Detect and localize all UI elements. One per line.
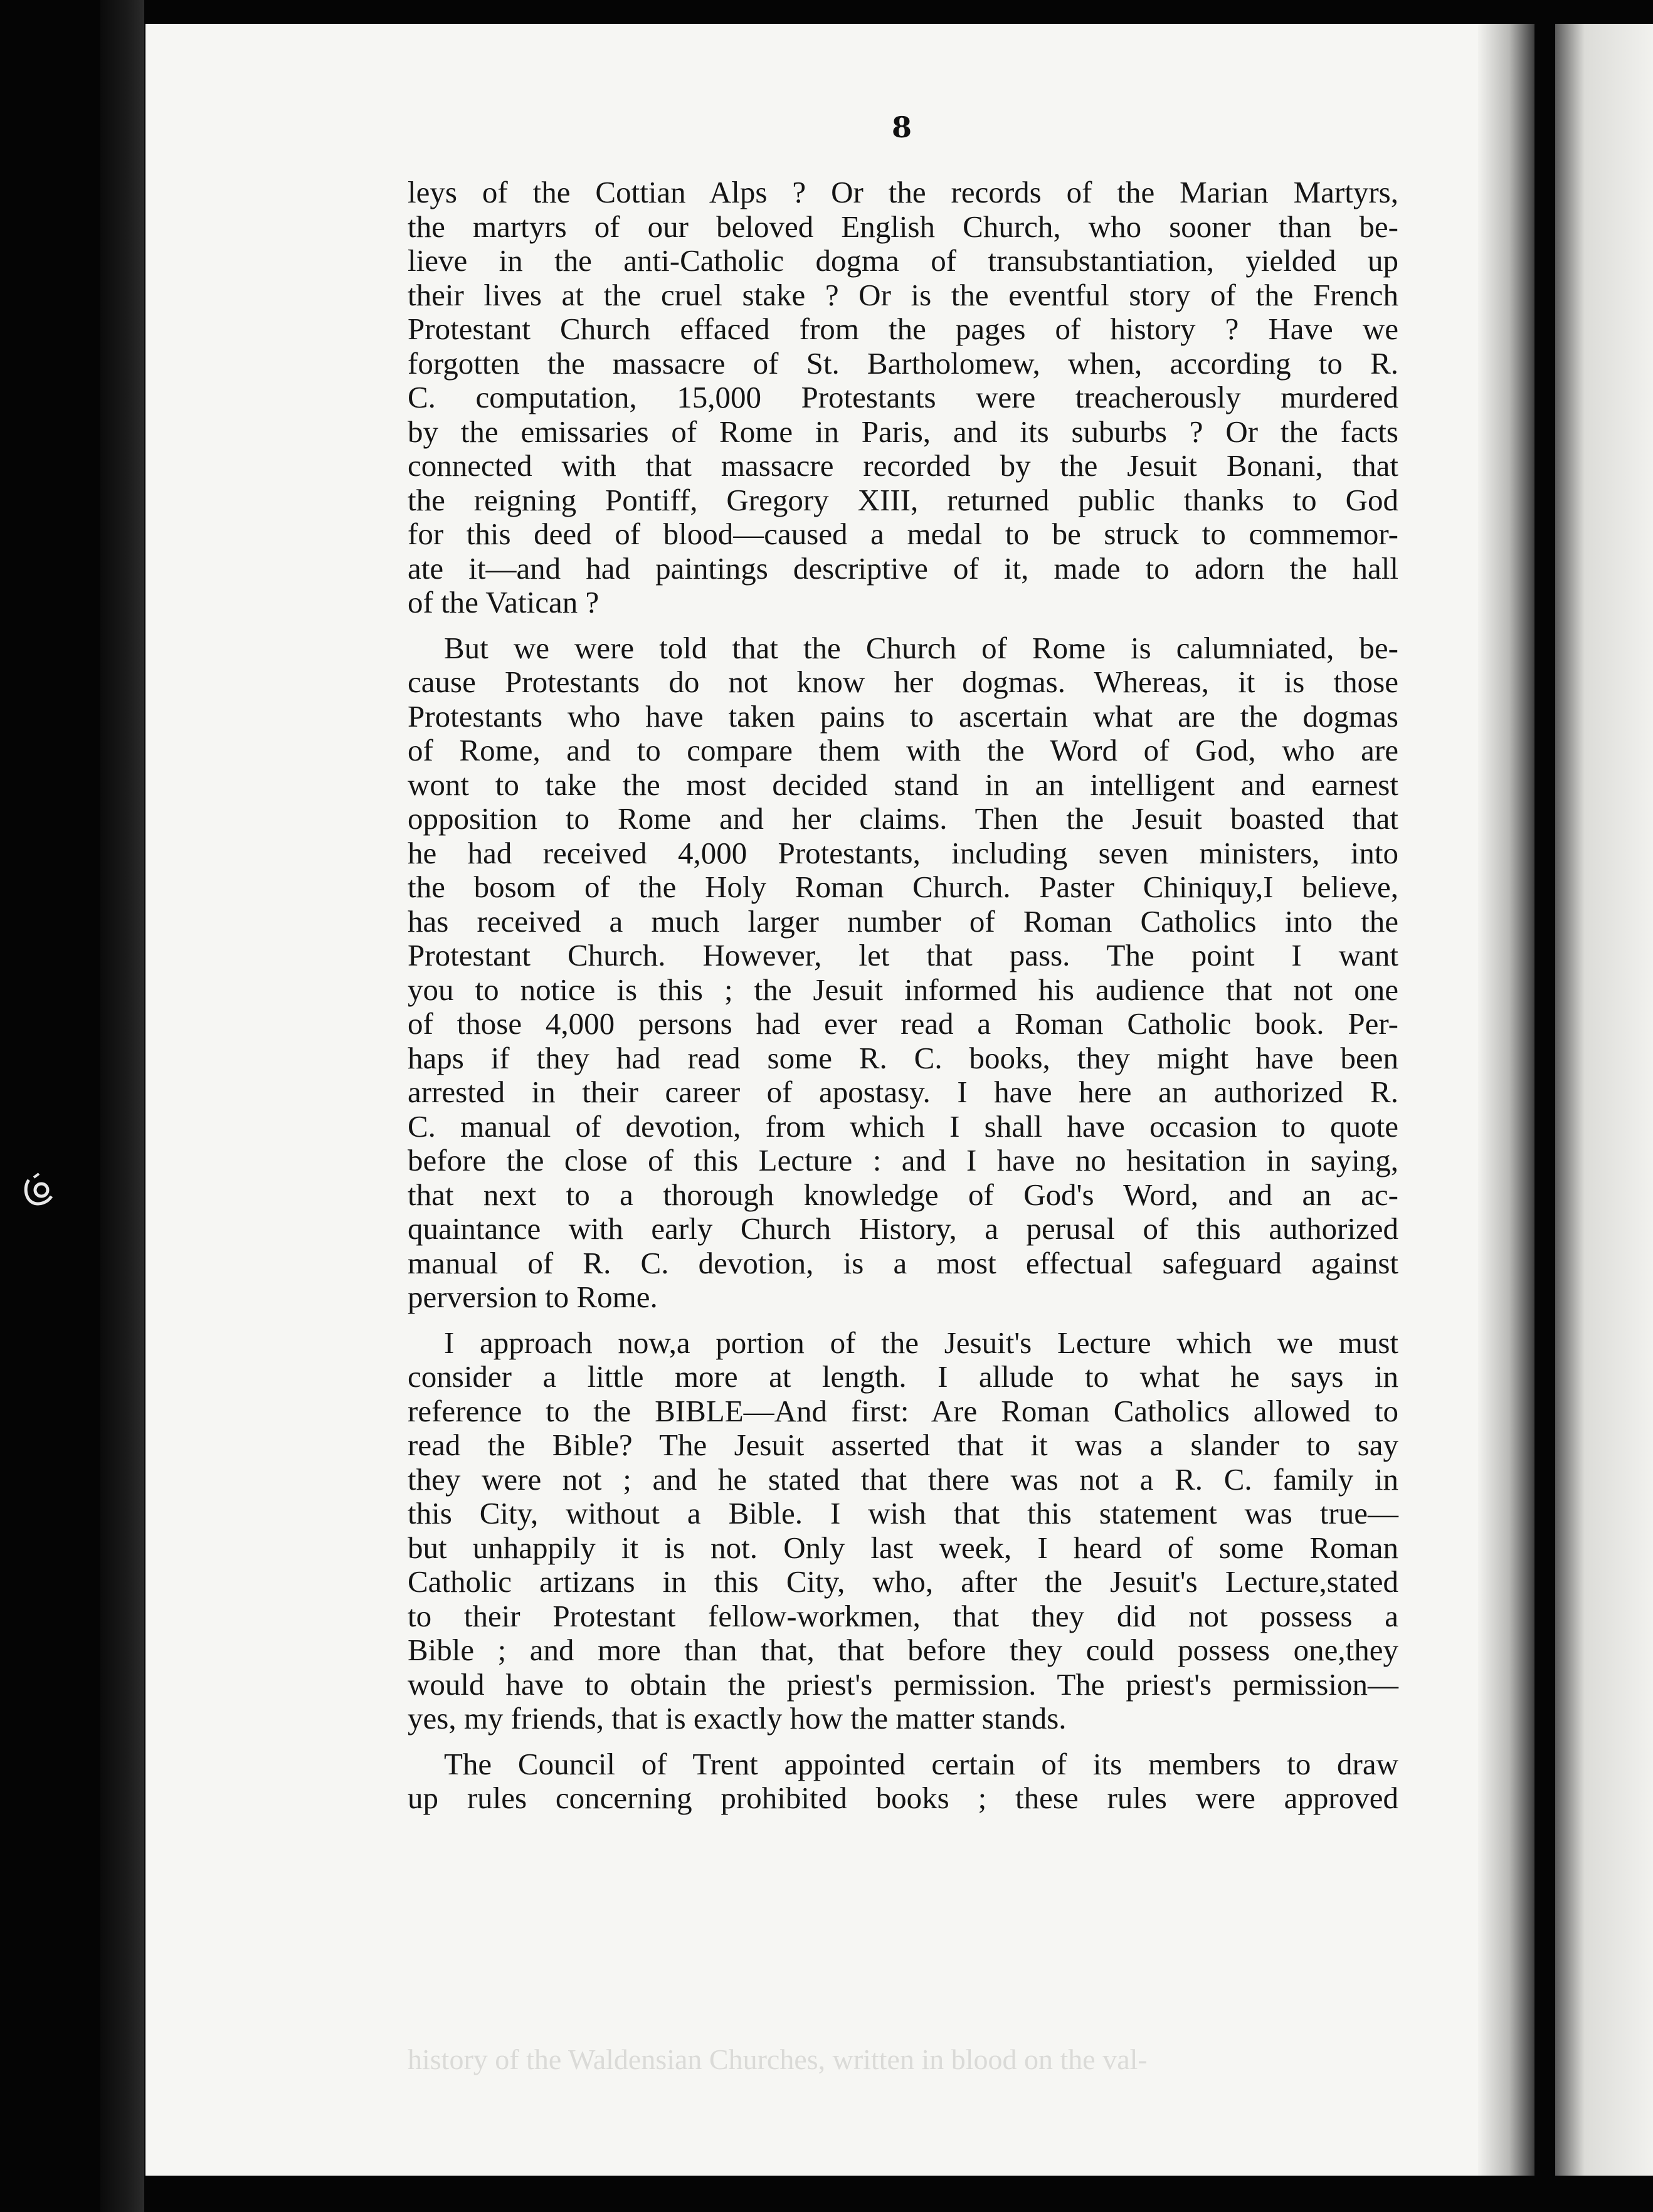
text-line: would have to obtain the priest's permission. The priest's permission— <box>408 1667 1398 1702</box>
text-line: of those 4,000 persons had ever read a Roman Catholic book. Per- <box>408 1006 1398 1041</box>
text-line: you to notice is this ; the Jesuit informed his audience that not one <box>408 972 1398 1007</box>
text-line: The Council of Trent appointed certain of its members to draw <box>444 1746 1398 1781</box>
text-line: the reigning Pontiff, Gregory XIII, returned public thanks to God <box>408 482 1398 517</box>
text-line: I approach now,a portion of the Jesuit's Lecture which we must <box>444 1325 1398 1360</box>
text-line: reference to the BIBLE—And first: Are Roman Catholics allowed to <box>408 1393 1398 1428</box>
text-line: the martyrs of our beloved English Church, who sooner than be- <box>408 209 1398 244</box>
text-line: that next to a thorough knowledge of God's Word, and an ac- <box>408 1177 1398 1212</box>
text-line: But we were told that the Church of Rome is calumniated, be- <box>444 630 1398 665</box>
text-line: Bible ; and more than that, that before they could possess one,they <box>408 1633 1398 1667</box>
bleed-through-text: history of the Waldensian Churches, written in blood on the val- <box>408 2043 1148 2075</box>
paragraph-4 <box>408 1747 1398 1816</box>
text-line: forgotten the massacre of St. Bartholomew, when, according to R. <box>408 345 1398 381</box>
text-line: yes, my friends, that is exactly how the matter stands. <box>408 1701 1067 1735</box>
facing-page-edge <box>1555 24 1653 2176</box>
text-line: ate it—and had paintings descriptive of it, made to adorn the hall <box>408 550 1398 586</box>
text-line: they were not ; and he stated that there was not a R. C. family in <box>408 1462 1398 1497</box>
text-line: haps if they had read some R. C. books, they might have been <box>408 1040 1398 1075</box>
page-spine-shadow <box>1478 24 1534 2176</box>
text-line: for this deed of blood—caused a medal to be struck to commemor- <box>408 517 1398 551</box>
text-line: up rules concerning prohibited books ; these rules were approved <box>408 1781 1398 1815</box>
text-line: connected with that massacre recorded by the Jesuit Bonani, that <box>408 448 1398 483</box>
text-line: consider a little more at length. I allude to what he says in <box>408 1359 1398 1394</box>
text-line: the bosom of the Holy Roman Church. Paster Chiniquy,I believe, <box>408 870 1398 904</box>
text-line: Protestants who have taken pains to ascertain what are the dogmas <box>408 698 1398 734</box>
text-line: C. manual of devotion, from which I shall have occasion to quote <box>408 1109 1398 1144</box>
text-line: of the Vatican ? <box>408 585 599 619</box>
text-line: wont to take the most decided stand in an intelligent and earnest <box>408 767 1398 802</box>
text-line: lieve in the anti-Catholic dogma of transubstantiation, yielded up <box>408 243 1398 278</box>
page-number: 8 <box>892 110 912 144</box>
text-line: leys of the Cottian Alps ? Or the records of the Marian Martyrs, <box>408 175 1398 209</box>
paragraph-2 <box>408 631 1398 1315</box>
text-line: read the Bible? The Jesuit asserted that it was a slander to say <box>408 1428 1398 1462</box>
text-line: but unhappily it is not. Only last week, I heard of some Roman <box>408 1530 1398 1565</box>
paragraph-3 <box>408 1326 1398 1736</box>
text-line: arrested in their career of apostasy. I have here an authorized R. <box>408 1075 1398 1109</box>
text-line: by the emissaries of Rome in Paris, and its suburbs ? Or the facts <box>408 414 1398 449</box>
text-line: Protestant Church effaced from the pages of history ? Have we <box>408 312 1398 346</box>
text-line: Catholic artizans in this City, who, after the Jesuit's Lecture,stated <box>408 1564 1398 1599</box>
text-line: quaintance with early Church History, a perusal of this authorized <box>408 1211 1398 1246</box>
text-line: this City, without a Bible. I wish that this statement was true— <box>408 1496 1398 1530</box>
text-line: cause Protestants do not know her dogmas. Whereas, it is those <box>408 665 1398 699</box>
text-line: opposition to Rome and her claims. Then the Jesuit boasted that <box>408 801 1398 836</box>
book-left-edge <box>100 0 144 2212</box>
text-line: has received a much larger number of Roman Catholics into the <box>408 903 1398 939</box>
text-line: to their Protestant fellow-workmen, that they did not possess a <box>408 1598 1398 1633</box>
text-line: he had received 4,000 Protestants, including seven ministers, into <box>408 835 1398 870</box>
margin-mark-icon <box>23 1171 56 1211</box>
text-line: before the close of this Lecture : and I have no hesitation in saying, <box>408 1143 1398 1177</box>
text-line: perversion to Rome. <box>408 1280 658 1314</box>
text-line: Protestant Church. However, let that pass. The point I want <box>408 938 1398 972</box>
text-line: of Rome, and to compare them with the Word of God, who are <box>408 733 1398 767</box>
paragraph-1 <box>408 176 1398 620</box>
text-line: their lives at the cruel stake ? Or is the eventful story of the French <box>408 277 1398 312</box>
text-line: manual of R. C. devotion, is a most effectual safeguard against <box>408 1245 1398 1280</box>
text-line: C. computation, 15,000 Protestants were treacherously murdered <box>408 380 1398 414</box>
body-text <box>408 176 1398 1816</box>
